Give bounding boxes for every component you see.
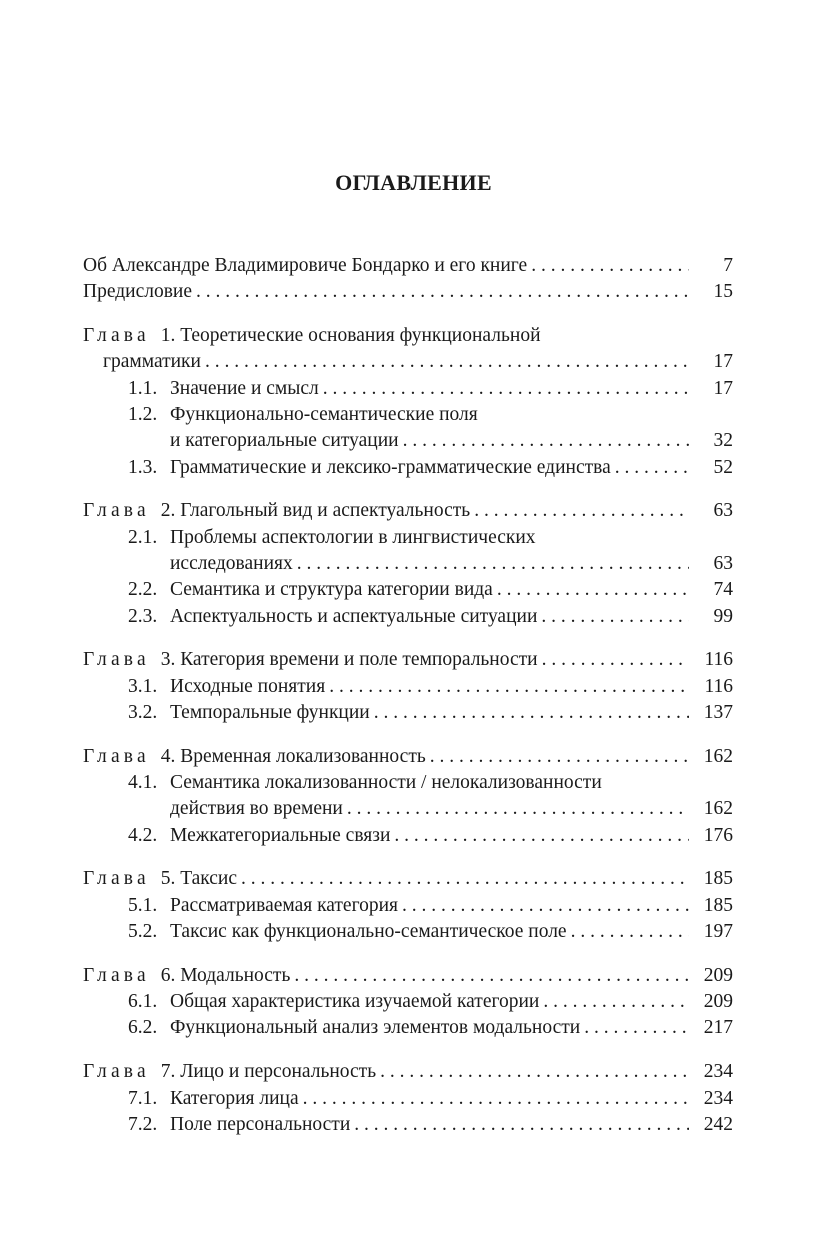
dot-leader (297, 551, 689, 577)
section-title: Рассматриваемая категория (170, 894, 399, 916)
toc-page-number: 209 (703, 964, 733, 986)
dot-leader (354, 1112, 689, 1138)
section-title-continued: и категориальные ситуации (170, 430, 399, 452)
section-number: 4.1. (128, 772, 158, 794)
toc-section-3-1 (83, 674, 733, 700)
chapter-heading (83, 1059, 376, 1085)
section-title: Категория лица (170, 1087, 299, 1109)
chapter-word: Глава (83, 868, 150, 890)
toc-page-number: 116 (704, 675, 733, 697)
toc-chapter-4 (83, 744, 733, 770)
toc-page-number: 185 (703, 894, 733, 916)
chapter-heading (83, 647, 538, 673)
chapter-title: Временная локализованность (180, 745, 426, 767)
chapter-word: Глава (83, 1061, 150, 1083)
toc-page-number: 162 (703, 798, 733, 820)
chapter-heading (83, 744, 426, 770)
toc-section-6-2 (83, 1015, 733, 1041)
chapter-heading (83, 963, 290, 989)
toc-page-number: 217 (703, 1017, 733, 1039)
section-title: Исходные понятия (170, 675, 326, 697)
toc-page-number: 116 (704, 649, 733, 671)
section-title-continued: действия во времени (170, 798, 343, 820)
toc-section-2-3 (83, 604, 733, 630)
toc-chapter-5 (83, 866, 733, 892)
dot-leader (474, 498, 689, 524)
dot-leader (196, 279, 689, 305)
toc-page-number: 209 (703, 991, 733, 1013)
chapter-number: 4. (160, 745, 176, 767)
dot-leader (402, 893, 689, 919)
toc-page-number: 197 (703, 921, 733, 943)
toc-section-1-1 (83, 376, 733, 402)
section-title: Темпоральные функции (170, 701, 370, 723)
toc-section-3-2 (83, 700, 733, 726)
dot-leader (303, 1086, 689, 1112)
toc-chapter-2 (83, 498, 733, 524)
chapter-title-continued: грамматики (103, 351, 201, 373)
chapter-number: 3. (160, 649, 176, 671)
chapter-word: Глава (83, 745, 150, 767)
toc-section-6-1 (83, 989, 733, 1015)
toc-page-number: 52 (713, 456, 733, 478)
dot-leader (403, 428, 689, 454)
dot-leader (571, 919, 689, 945)
section-number: 1.3. (128, 456, 158, 478)
dot-leader (347, 796, 689, 822)
dot-leader (323, 376, 689, 402)
section-number: 4.2. (128, 824, 158, 846)
chapter-word: Глава (83, 500, 150, 522)
page-title: ОГЛАВЛЕНИЕ (335, 170, 492, 195)
toc-page-number: 242 (703, 1113, 733, 1135)
dot-leader (543, 989, 689, 1015)
toc-section-7-2 (83, 1112, 733, 1138)
toc-page-number: 15 (713, 281, 733, 303)
toc-entry-label: Об Александре Владимировиче Бондарко и его книге (83, 255, 528, 276)
dot-leader (542, 647, 689, 673)
dot-leader (394, 823, 689, 849)
toc-chapter-1 (83, 323, 733, 349)
dot-leader (380, 1059, 689, 1085)
section-number: 6.2. (128, 1017, 158, 1039)
section-title: Семантика локализованности / нелокализованности (170, 772, 602, 794)
chapter-word: Глава (83, 649, 150, 671)
toc-page-number: 137 (703, 701, 733, 723)
section-number: 6.1. (128, 991, 158, 1013)
toc-page-number: 32 (713, 430, 733, 452)
chapter-word: Глава (83, 325, 150, 347)
chapter-heading (83, 323, 541, 349)
toc-page-number: 185 (703, 868, 733, 890)
section-title: Таксис как функционально-семантическое поле (170, 921, 567, 943)
toc-entry-label: Предисловие (83, 281, 193, 303)
section-number: 5.1. (128, 894, 158, 916)
dot-leader (531, 253, 689, 279)
toc-page-number: 74 (713, 579, 733, 601)
chapter-title: Лицо и персональность (180, 1061, 377, 1083)
toc-section-7-1 (83, 1086, 733, 1112)
toc-page-number: 162 (703, 745, 733, 767)
dot-leader (374, 700, 689, 726)
chapter-number: 5. (160, 868, 176, 890)
toc-page-number: 17 (713, 377, 733, 399)
dot-leader (205, 349, 689, 375)
toc-section-4-1 (83, 770, 733, 796)
dot-leader (584, 1015, 689, 1041)
section-title-continued: исследованиях (170, 552, 293, 574)
section-title: Аспектуальность и аспектуальные ситуации (170, 605, 538, 627)
chapter-number: 2. (160, 500, 176, 522)
section-title: Значение и смысл (170, 377, 319, 399)
toc-section-1-2 (83, 402, 733, 428)
dot-leader (241, 866, 689, 892)
dot-leader (294, 963, 689, 989)
toc-section-2-2 (83, 577, 733, 603)
section-title: Проблемы аспектологии в лингвистических (170, 526, 536, 548)
chapter-title: Модальность (180, 964, 291, 986)
toc-page-number: 7 (723, 255, 733, 276)
section-title: Функциональный анализ элементов модальности (170, 1017, 581, 1039)
section-title: Межкатегориальные связи (170, 824, 391, 846)
toc-page-number: 63 (713, 552, 733, 574)
section-number: 2.1. (128, 526, 158, 548)
toc-chapter-6 (83, 963, 733, 989)
toc-section-4-2 (83, 823, 733, 849)
section-title: Семантика и структура категории вида (170, 579, 493, 601)
toc-section-1-2-cont (83, 428, 733, 454)
toc-section-2-1-cont (83, 551, 733, 577)
toc-entry-preface (83, 279, 733, 305)
section-number: 2.2. (128, 579, 158, 601)
section-number: 1.2. (128, 403, 158, 425)
chapter-heading (83, 866, 237, 892)
dot-leader (497, 577, 689, 603)
toc-section-2-1 (83, 525, 733, 551)
section-number: 1.1. (128, 377, 158, 399)
chapter-title: Категория времени и поле темпоральности (180, 649, 538, 671)
toc-section-5-2 (83, 919, 733, 945)
section-number: 3.2. (128, 701, 158, 723)
table-of-contents (83, 253, 733, 1138)
chapter-title: Теоретические основания функциональной (180, 325, 541, 347)
chapter-word: Глава (83, 964, 150, 986)
toc-section-4-1-cont (83, 796, 733, 822)
chapter-number: 7. (160, 1061, 176, 1083)
section-number: 7.2. (128, 1113, 158, 1135)
toc-entry-about (83, 253, 733, 279)
chapter-title: Глагольный вид и аспектуальность (180, 500, 471, 522)
section-title: Функционально-семантические поля (170, 403, 478, 425)
section-number: 5.2. (128, 921, 158, 943)
chapter-heading (83, 498, 470, 524)
toc-section-5-1 (83, 893, 733, 919)
chapter-title: Таксис (180, 868, 238, 890)
dot-leader (541, 604, 689, 630)
toc-page-number: 234 (703, 1087, 733, 1109)
section-number: 3.1. (128, 675, 158, 697)
toc-chapter-3 (83, 647, 733, 673)
chapter-number: 1. (160, 325, 176, 347)
toc-chapter-1-cont (83, 349, 733, 375)
toc-page-number: 176 (703, 824, 733, 846)
dot-leader (615, 455, 689, 481)
section-title: Грамматические и лексико-грамматические единства (170, 456, 611, 478)
toc-page-number: 99 (713, 605, 733, 627)
toc-page-number: 234 (703, 1061, 733, 1083)
toc-section-1-3 (83, 455, 733, 481)
toc-page-number: 63 (713, 500, 733, 522)
section-title: Поле персональности (170, 1113, 351, 1135)
toc-chapter-7 (83, 1059, 733, 1085)
chapter-number: 6. (160, 964, 176, 986)
section-number: 2.3. (128, 605, 158, 627)
toc-page-number: 17 (713, 351, 733, 373)
section-number: 7.1. (128, 1087, 158, 1109)
dot-leader (329, 674, 689, 700)
dot-leader (430, 744, 689, 770)
section-title: Общая характеристика изучаемой категории (170, 991, 540, 1013)
